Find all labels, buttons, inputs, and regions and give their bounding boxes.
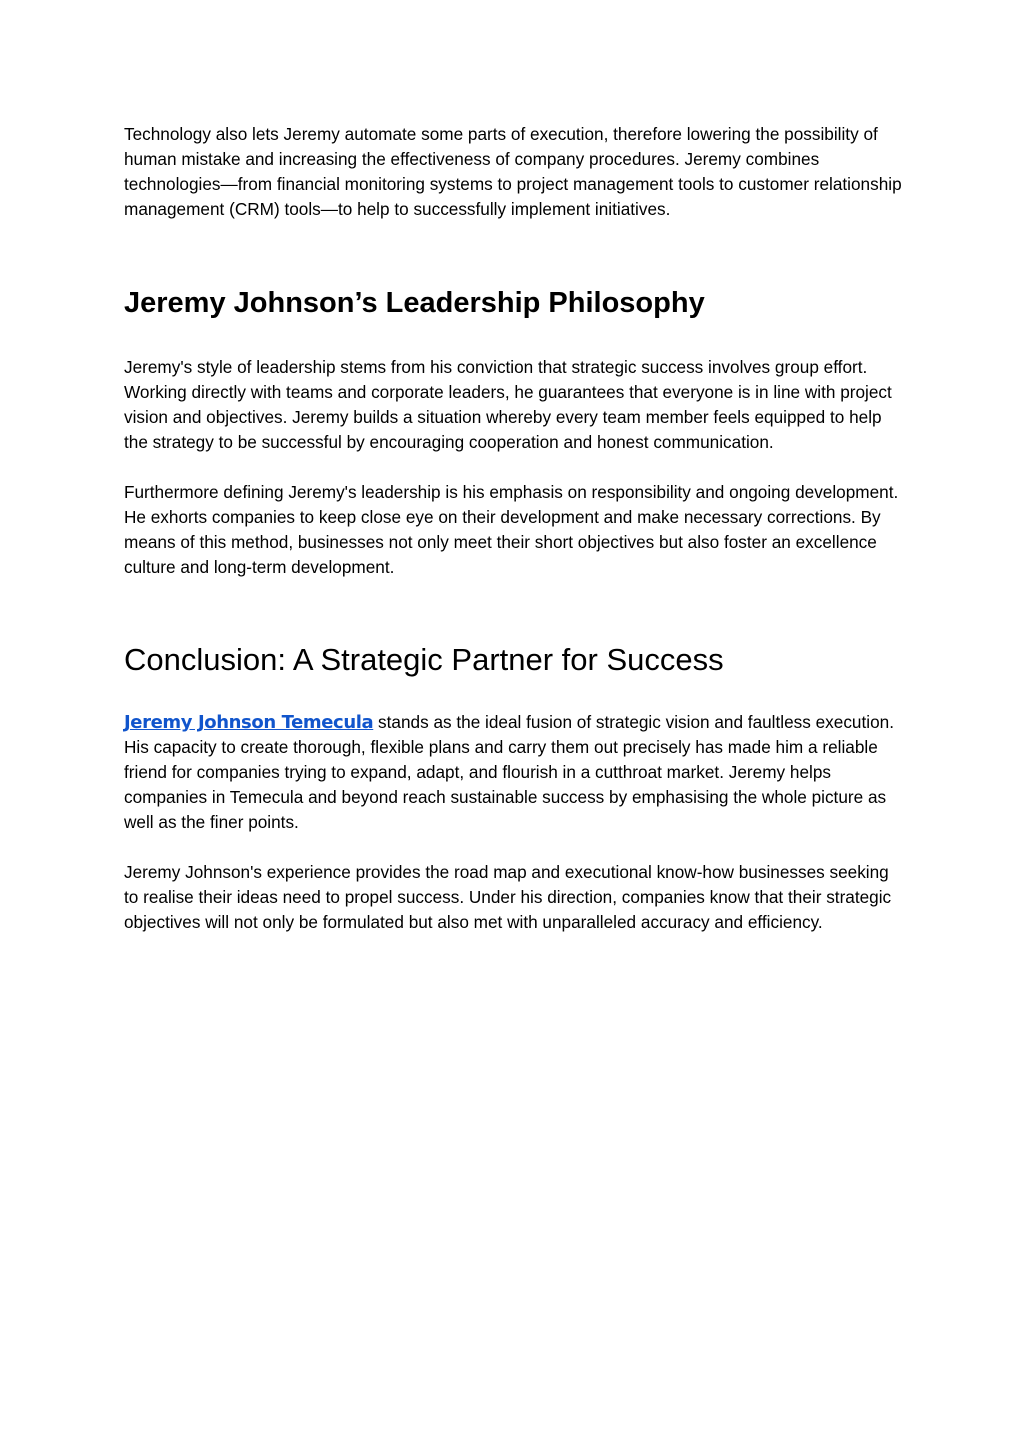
document-page xyxy=(124,122,904,935)
conclusion-paragraph-2: Jeremy Johnson's experience provides the road map and executional know-how businesses seeking to realise their ideas need to propel success. Under his direction, companies know that their strategic objectives will not only be formulated but also met with unparalleled accuracy and efficiency. xyxy=(124,862,892,932)
conclusion-heading: Conclusion: A Strategic Partner for Success xyxy=(124,642,724,677)
conclusion-paragraph-1 xyxy=(124,710,904,835)
leadership-heading: Jeremy Johnson’s Leadership Philosophy xyxy=(124,287,705,319)
conclusion-paragraph-1-text: stands as the ideal fusion of strategic vision and faultless execution. His capacity to create thorough, flexible plans and carry them out precisely has made him a reliable friend for companies trying to expand, adapt, and flourish in a cutthroat market. Jeremy helps companies in Temecula and beyond reach sustainable success by emphasising the whole picture as well as the finer points. xyxy=(124,712,894,832)
paragraph-spacer xyxy=(124,455,904,480)
leadership-paragraph-1: Jeremy's style of leadership stems from his conviction that strategic success involves group effort. Working directly with teams and corporate leaders, he guarantees that everyone is in line with project vision and objectives. Jeremy builds a situation whereby every team member feels equipped to help the strategy to be successful by encouraging cooperation and honest communication. xyxy=(124,357,892,452)
paragraph-spacer xyxy=(124,835,904,860)
jeremy-johnson-temecula-link[interactable]: Jeremy Johnson Temecula xyxy=(124,712,374,733)
intro-paragraph: Technology also lets Jeremy automate some parts of execution, therefore lowering the possibility of human mistake and increasing the effectiveness of company procedures. Jeremy combines technologies—from financial monitoring systems to project management tools to customer relationship management (CRM) tools—to help to successfully implement initiatives. xyxy=(124,124,902,219)
leadership-paragraph-2: Furthermore defining Jeremy's leadership is his emphasis on responsibility and ongoing development. He exhorts companies to keep close eye on their development and make necessary corrections. By means of this method, businesses not only meet their short objectives but also foster an excellence culture and long-term development. xyxy=(124,482,899,577)
